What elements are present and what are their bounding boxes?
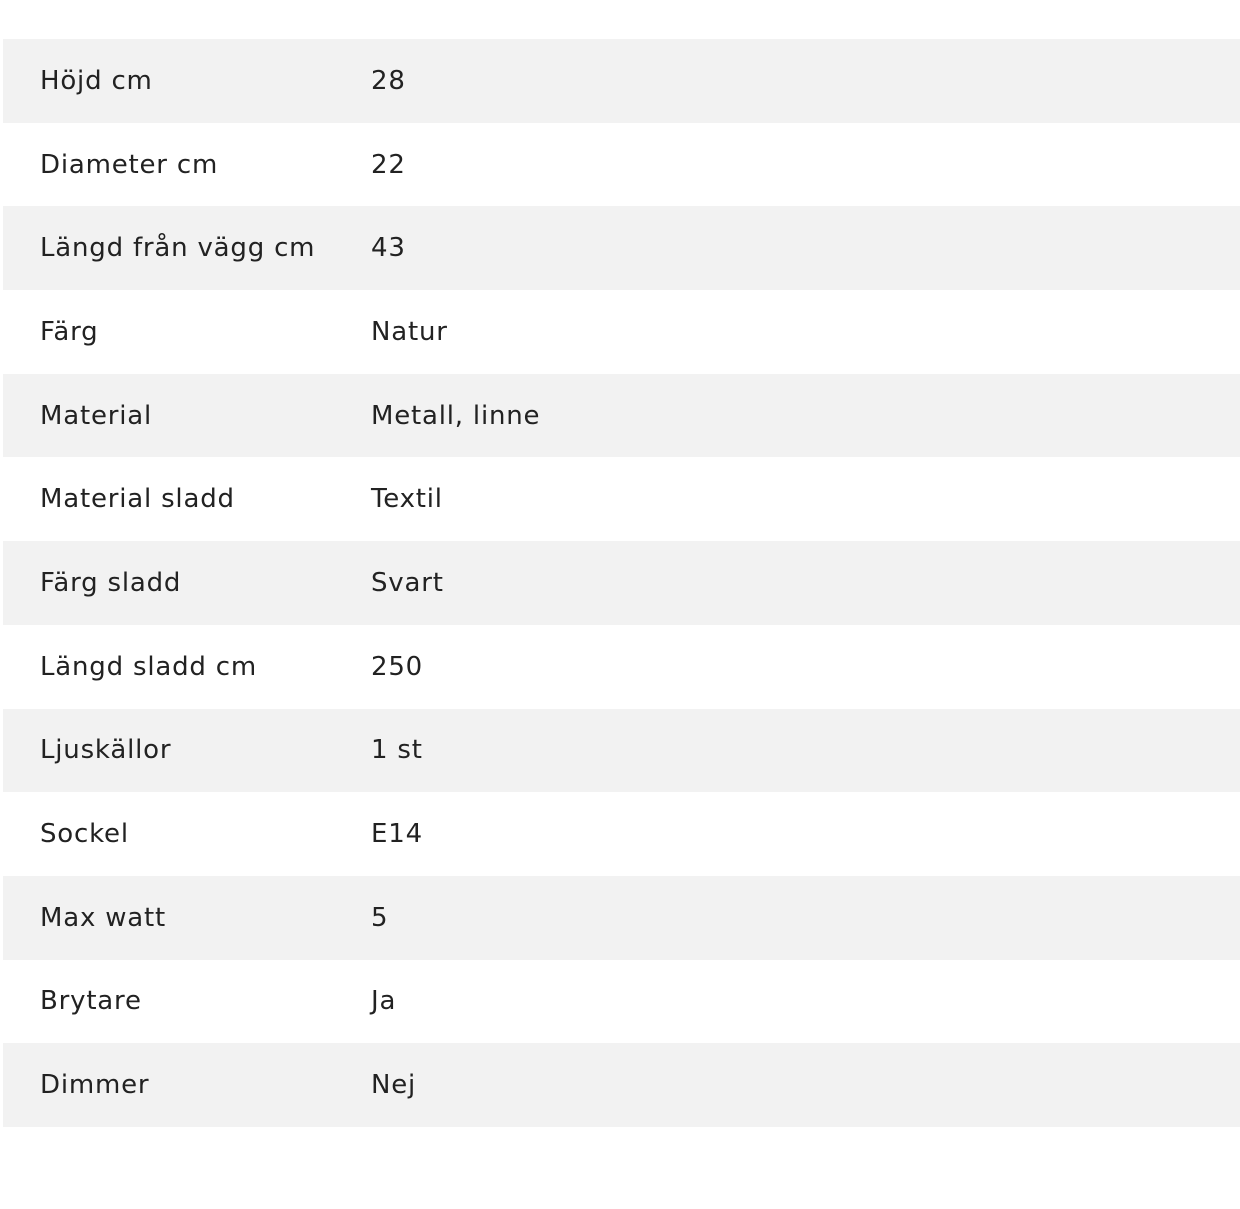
spec-value: 22 [371, 149, 406, 180]
spec-label: Material sladd [40, 484, 235, 515]
spec-label: Sockel [40, 819, 129, 850]
spec-row-diameter [3, 123, 1240, 207]
spec-label: Längd sladd cm [40, 651, 257, 682]
spec-value: Svart [371, 567, 444, 598]
spec-value: E14 [371, 819, 423, 850]
spec-label: Material [40, 400, 153, 431]
spec-value: Nej [371, 1070, 417, 1101]
spec-value: 5 [371, 902, 389, 933]
spec-label: Ljuskällor [40, 735, 172, 766]
spec-row-height [3, 39, 1240, 123]
spec-value: Metall, linne [371, 400, 541, 431]
spec-label: Dimmer [40, 1070, 150, 1101]
spec-value: Natur [371, 316, 448, 347]
spec-row-light-sources [3, 709, 1240, 793]
spec-value: 1 st [371, 735, 423, 766]
spec-value: 28 [371, 65, 406, 96]
spec-row-cord-material [3, 457, 1240, 541]
spec-value: 43 [371, 233, 406, 264]
spec-row-socket [3, 792, 1240, 876]
spec-value: Textil [371, 484, 443, 515]
spec-label: Färg sladd [40, 567, 182, 598]
spec-label: Längd från vägg cm [40, 233, 316, 264]
spec-label: Max watt [40, 902, 167, 933]
spec-label: Färg [40, 316, 99, 347]
spec-value: Ja [371, 986, 397, 1017]
spec-row-length-from-wall [3, 206, 1240, 290]
spec-label: Höjd cm [40, 65, 153, 96]
spec-row-switch [3, 960, 1240, 1044]
spec-value: 250 [371, 651, 424, 682]
spec-label: Diameter cm [40, 149, 219, 180]
specification-table [3, 39, 1240, 1127]
spec-row-material [3, 374, 1240, 458]
spec-label: Brytare [40, 986, 142, 1017]
spec-row-color [3, 290, 1240, 374]
spec-row-dimmer [3, 1043, 1240, 1127]
spec-row-max-watt [3, 876, 1240, 960]
spec-row-cord-length [3, 625, 1240, 709]
spec-row-cord-color [3, 541, 1240, 625]
